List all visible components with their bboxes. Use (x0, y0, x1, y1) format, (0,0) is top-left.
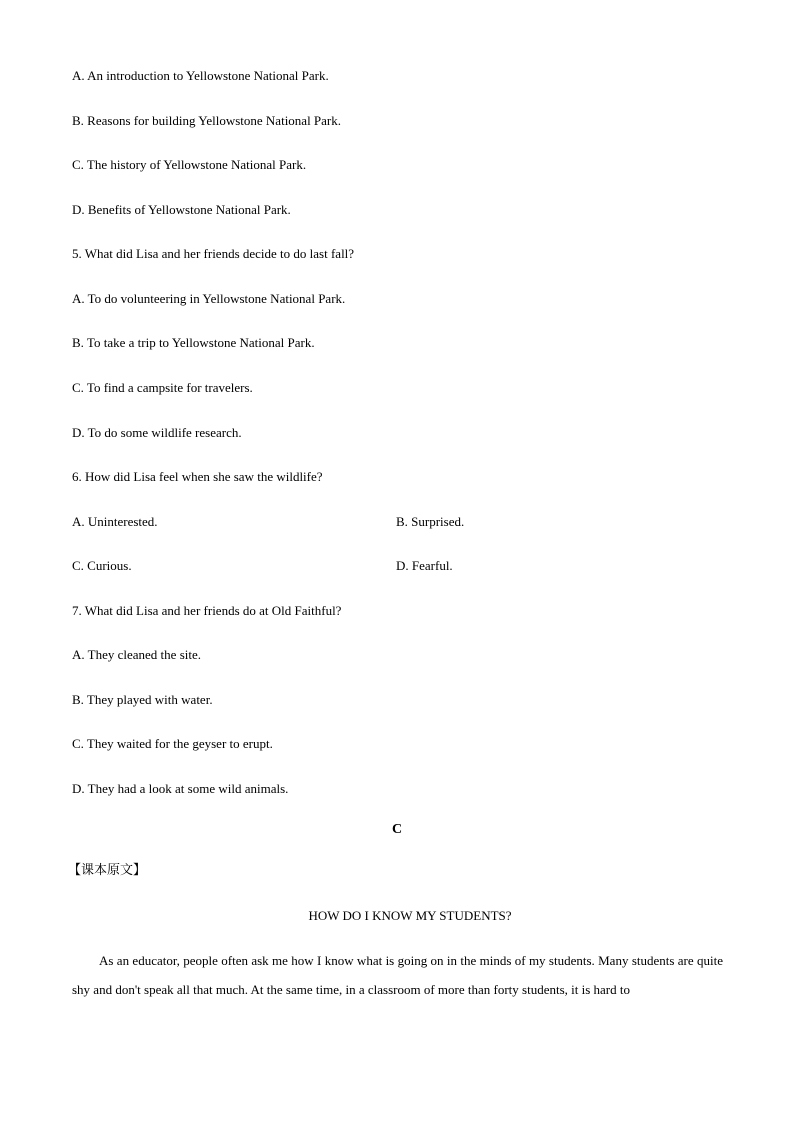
q4-option-d: D. Benefits of Yellowstone National Park. (72, 202, 291, 217)
q5-option-a: A. To do volunteering in Yellowstone National Park. (72, 291, 346, 306)
q5-stem: 5. What did Lisa and her friends decide to do last fall? (72, 246, 355, 261)
q5-option-c: C. To find a campsite for travelers. (72, 380, 253, 395)
q6-stem: 6. How did Lisa feel when she saw the wildlife? (72, 469, 323, 484)
q6-option-b: B. Surprised. (396, 514, 465, 529)
textbook-original-tag: 【课本原文】 (68, 863, 147, 878)
q7-option-c: C. They waited for the geyser to erupt. (72, 736, 273, 751)
q7-option-a: A. They cleaned the site. (72, 647, 201, 662)
q6-option-a: A. Uninterested. (72, 514, 158, 529)
passage-paragraph: As an educator, people often ask me how I know what is going on in the minds of my students. Many students are quite shy and don't speak all that much. At the same time, in a classroom of more than forty students, it is hard to (72, 953, 723, 997)
passage-title: HOW DO I KNOW MY STUDENTS? (308, 908, 512, 923)
q5-option-d: D. To do some wildlife research. (72, 425, 242, 440)
q7-option-d: D. They had a look at some wild animals. (72, 781, 289, 796)
section-letter: C (391, 822, 403, 837)
q5-option-b: B. To take a trip to Yellowstone National Park. (72, 335, 315, 350)
q4-option-a: A. An introduction to Yellowstone National Park. (72, 68, 329, 83)
q6-option-c: C. Curious. (72, 558, 132, 573)
q4-option-c: C. The history of Yellowstone National Park. (72, 157, 307, 172)
q7-option-b: B. They played with water. (72, 692, 213, 707)
q6-option-d: D. Fearful. (396, 558, 453, 573)
q7-stem: 7. What did Lisa and her friends do at Old Faithful? (72, 603, 342, 618)
q4-option-b: B. Reasons for building Yellowstone National Park. (72, 113, 342, 128)
